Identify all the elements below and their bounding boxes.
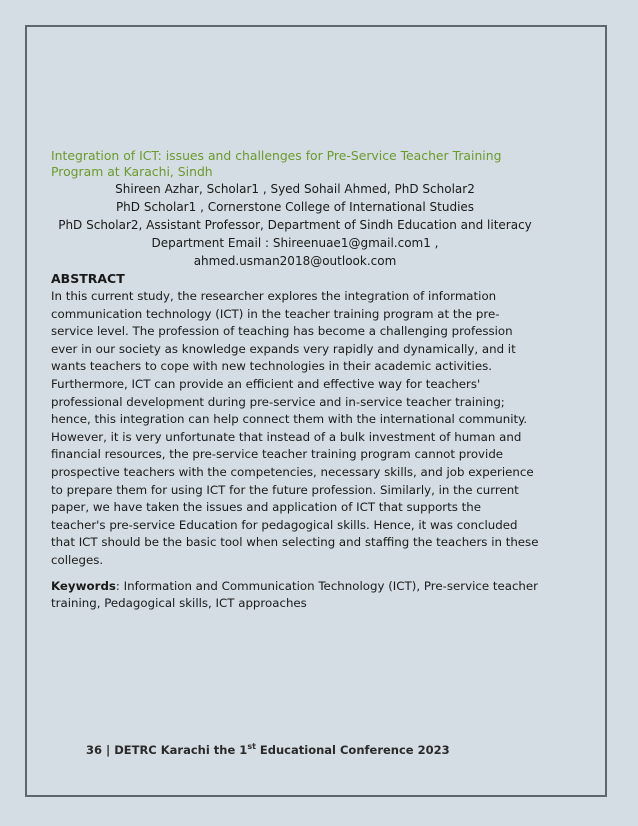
- footer-suffix: Educational Conference 2023: [255, 742, 450, 757]
- footer-superscript: st: [247, 742, 256, 751]
- paper-title: Integration of ICT: issues and challenges for Pre-Service Teacher Training Program at Karachi, Sindh: [51, 148, 502, 179]
- keywords-text: : Information and Communication Technology (ICT), Pre-service teacher training, Pedagogical skills, ICT approaches: [51, 578, 539, 611]
- paper-content: [51, 148, 539, 613]
- abstract-text: In this current study, the researcher explores the integration of information communication technology (ICT) in the teacher training program at the pre-service level. The profession of teaching has become a challenging profession ever in our society as knowledge expands very rapidly and dynamically, and it wants teachers to cope with new technologies in their academic activities. Furthermore, ICT can provide an efficient and effective way for teachers' professional development during pre-service and in-service teacher training; hence, this integration can help connect them with the international community. However, it is very unfortunate that instead of a bulk investment of human and financial resources, the pre-service teacher training program cannot provide prospective teachers with the competencies, necessary skills, and job experience to prepare them for using ICT for the future profession. Similarly, in the current paper, we have taken the issues and application of ICT that supports the teacher's pre-service Education for pedagogical skills. Hence, it was concluded that ICT should be the basic tool when selecting and staffing the teachers in these colleges.: [51, 289, 539, 567]
- abstract-heading: ABSTRACT: [51, 271, 125, 286]
- email-line: Department Email : Shireenuae1@gmail.com1 , ahmed.usman2018@outlook.com: [151, 236, 439, 268]
- author-line: Shireen Azhar, Scholar1 , Syed Sohail Ahmed, PhD Scholar2: [115, 182, 475, 196]
- affiliation-line-1: PhD Scholar1 , Cornerstone College of International Studies: [115, 200, 475, 214]
- keywords-paragraph: [51, 578, 539, 613]
- page-footer: [86, 742, 450, 757]
- keywords-label: Keywords: [51, 578, 116, 593]
- footer-prefix: 36 | DETRC Karachi the 1: [86, 742, 248, 757]
- affiliation-line-2: PhD Scholar2, Assistant Professor, Department of Sindh Education and literacy: [58, 218, 532, 232]
